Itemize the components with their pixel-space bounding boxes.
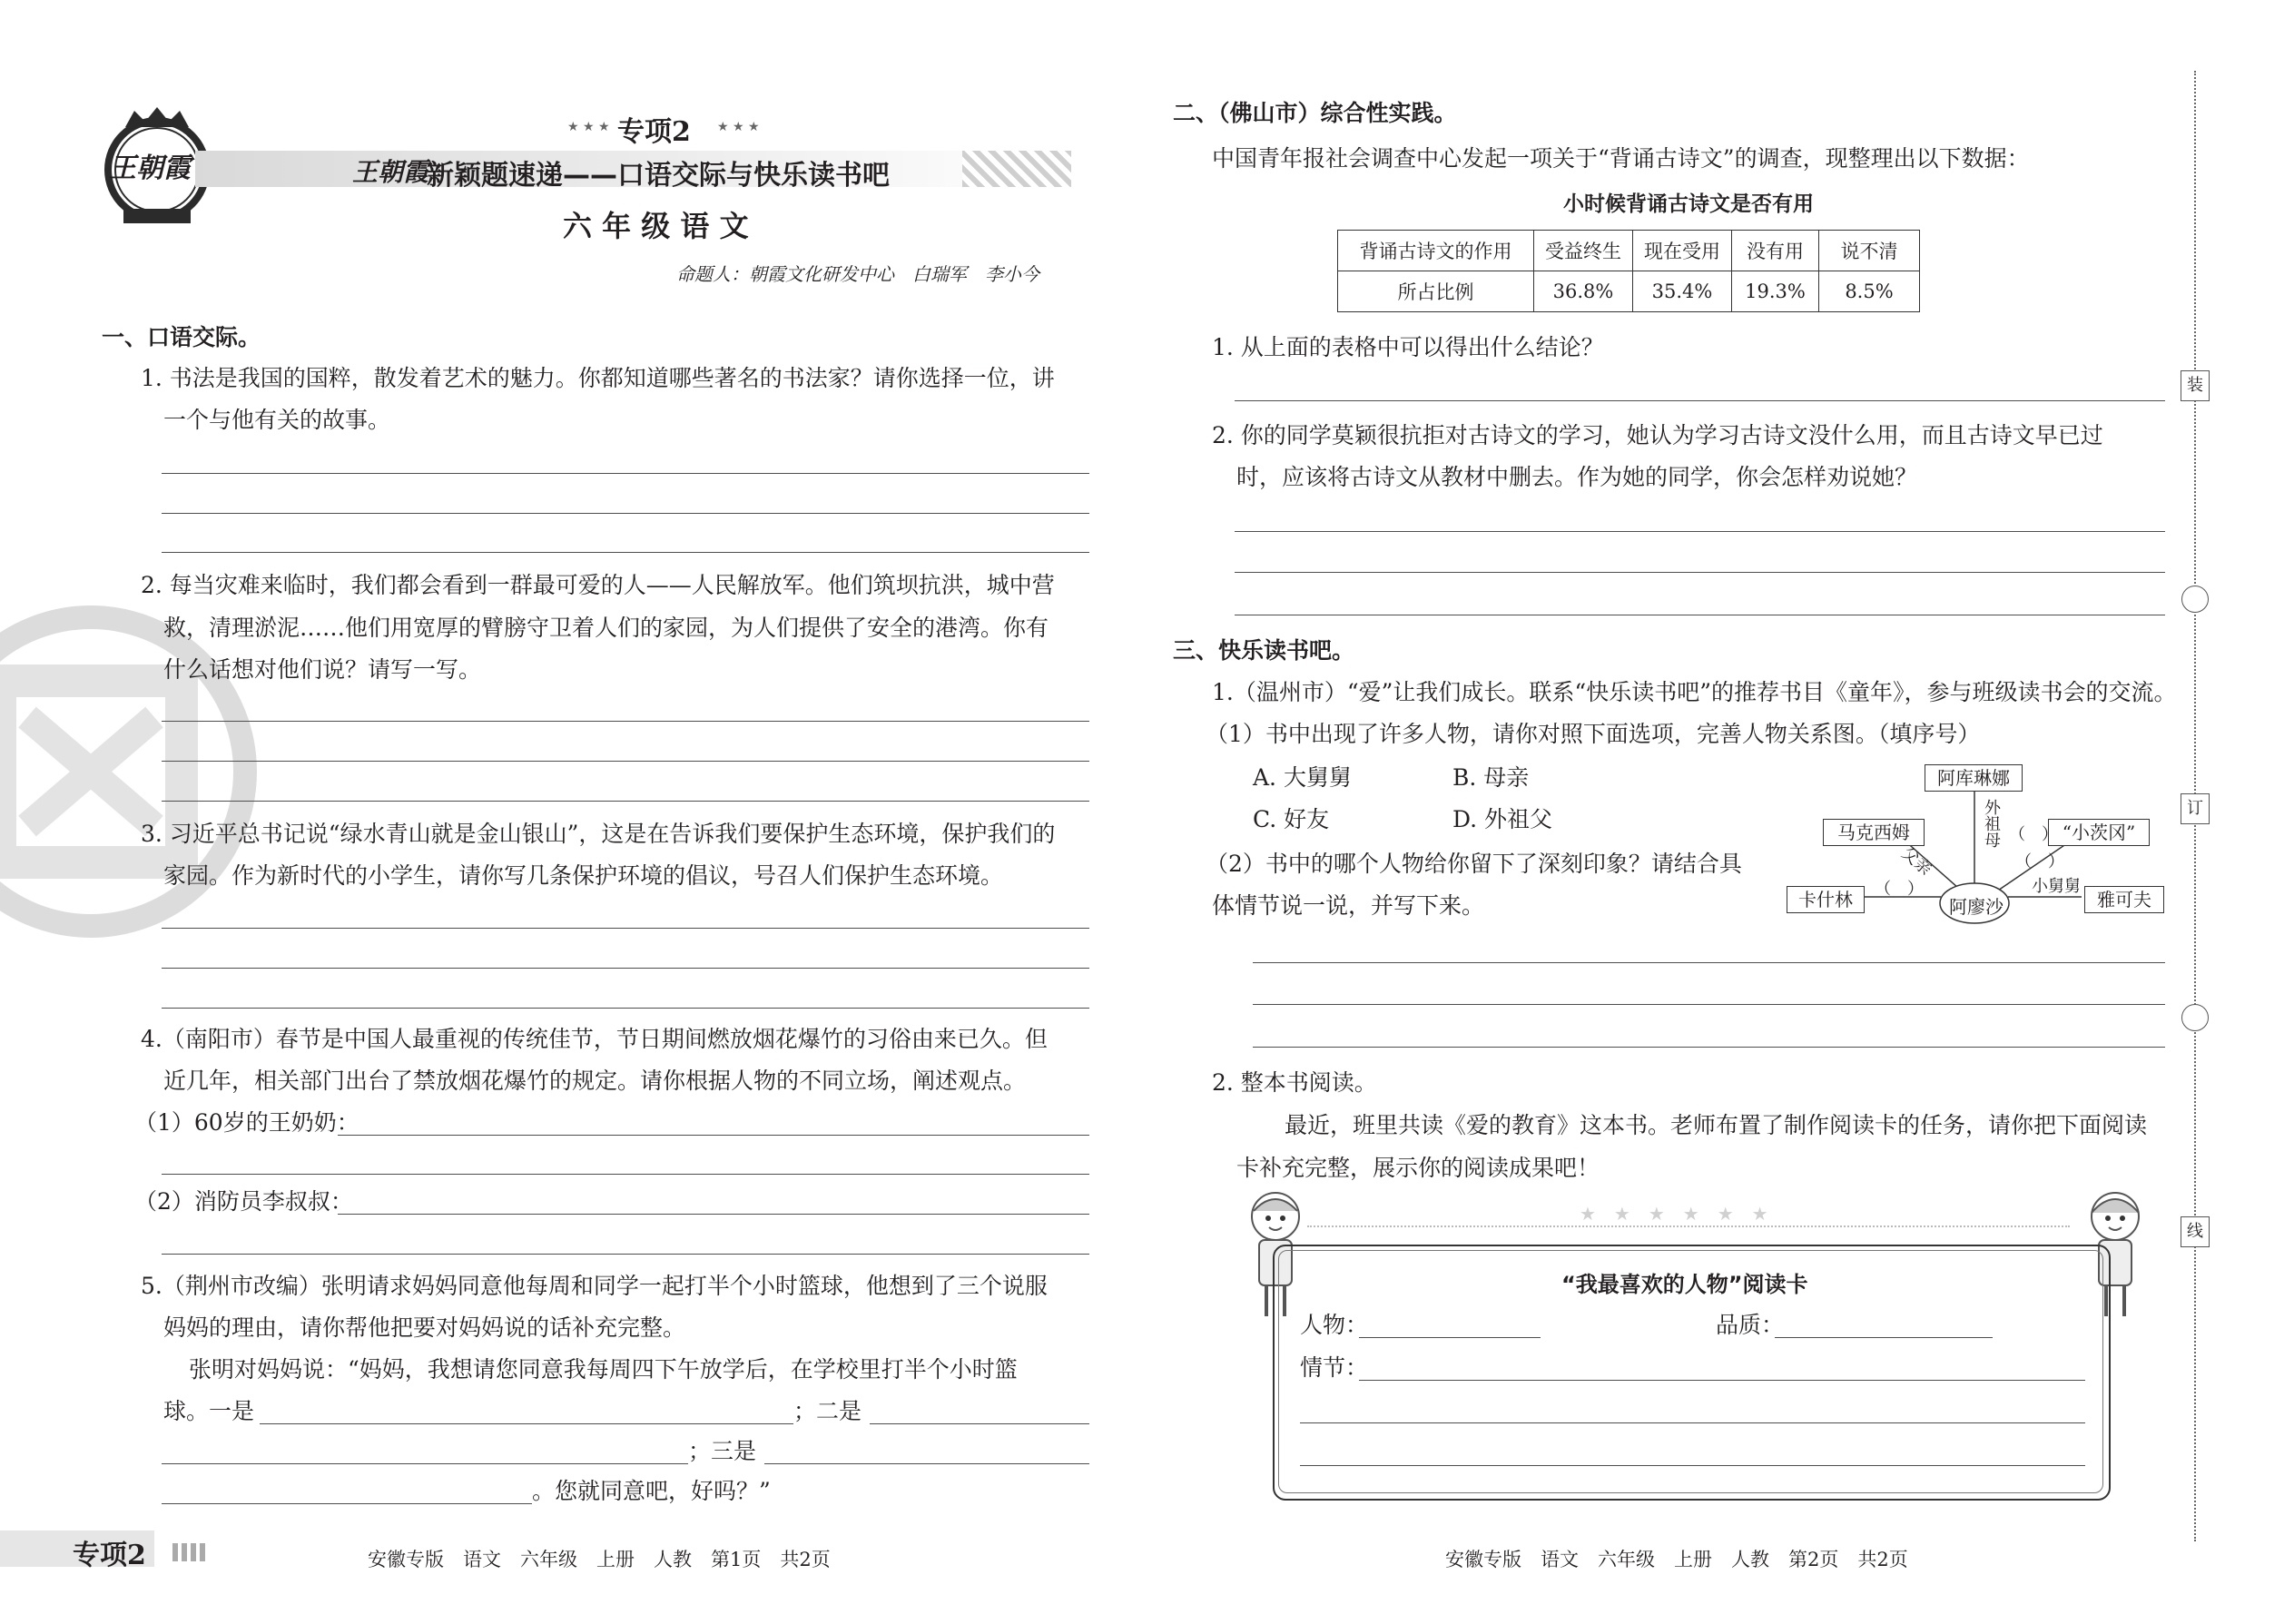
s3-q1-line1: 1.（温州市）“爱”让我们成长。联系“快乐读书吧”的推荐书目《童年》，参与班级读书会的交流。	[1212, 679, 2177, 705]
star-decoration: ★★★★★★	[1580, 1203, 1787, 1225]
s2-q2-answer-line-2[interactable]	[1235, 572, 2165, 573]
s2-q2-line2: 时，应该将古诗文从教材中删去。作为她的同学，你会怎样劝说她？	[1236, 464, 1918, 490]
card-title: “我最喜欢的人物”阅读卡	[1561, 1272, 1808, 1297]
card-banner-line	[1307, 1225, 2070, 1227]
blank-kashirin[interactable]: （ ）	[1875, 880, 1924, 899]
blank-center-top[interactable]: （ ）	[2009, 825, 2058, 844]
s3-q2-heading: 2. 整本书阅读。	[1212, 1069, 1377, 1096]
q4-sub2: （2）消防员李叔叔：	[134, 1188, 353, 1215]
q5-line4-b: ；二是	[793, 1398, 862, 1424]
q3-answer-line-2[interactable]	[162, 968, 1089, 969]
table-header-cell: 背诵古诗文的作用	[1338, 231, 1534, 271]
header-stars-left: ★ ★ ★	[567, 120, 610, 134]
footer-right-info: 安徽专版 语文 六年级 上册 人教 第2页 共2页	[1445, 1549, 1908, 1570]
header-section-label: 专项2	[617, 116, 691, 148]
q5-line2: 妈妈的理由，请你帮他把要对妈妈说的话补充完整。	[163, 1314, 686, 1341]
q1-line2: 一个与他有关的故事。	[163, 407, 391, 433]
table-header-cell: 现在受用	[1633, 231, 1732, 271]
q2-line2: 救，清理淤泥……他们用宽厚的臂膀守卫着人们的家园，为人们提供了安全的港湾。你有	[163, 615, 1049, 641]
section2-intro: 中国青年报社会调查中心发起一项关于“背诵古诗文”的调查，现整理出以下数据：	[1212, 145, 2030, 172]
logo-brand-text: 王朝霞	[109, 153, 191, 184]
binding-hole-2	[2181, 1004, 2209, 1031]
option-a: A. 大舅舅	[1253, 764, 1352, 791]
q5-line1: 5.（荆州市改编）张明请求妈妈同意他每周和同学一起打半个小时篮球，他想到了三个说服	[141, 1273, 1048, 1299]
s3-q2-line1: 最近，班里共读《爱的教育》这本书。老师布置了制作阅读卡的任务，请你把下面阅读	[1285, 1112, 2148, 1138]
banner-brand: 王朝霞	[352, 157, 429, 187]
card-quality-input[interactable]	[1775, 1337, 1993, 1338]
section3-heading: 三、快乐读书吧。	[1173, 637, 1355, 664]
s3-q1-answer-line-2[interactable]	[1253, 1004, 2165, 1005]
node-alyosha: 阿廖沙	[1949, 896, 2004, 918]
card-quality-label: 品质：	[1716, 1312, 1785, 1338]
footer-pattern	[172, 1543, 205, 1561]
s3-q1-answer-line-1[interactable]	[1253, 962, 2165, 963]
table-cell: 19.3%	[1732, 271, 1819, 312]
q4-sub1-answer-line-2[interactable]	[162, 1174, 1089, 1175]
node-kashirin: 卡什林	[1787, 886, 1865, 913]
card-plot-input-3[interactable]	[1300, 1465, 2085, 1466]
s3-q2-line2: 卡补充完整，展示你的阅读成果吧！	[1236, 1155, 1600, 1181]
table-cell: 8.5%	[1819, 271, 1920, 312]
q4-line1: 4.（南阳市）春节是中国人最重视的传统佳节，节日期间燃放烟花爆竹的习俗由来已久。但	[141, 1026, 1048, 1052]
q4-sub1-answer-line-1[interactable]	[338, 1135, 1089, 1136]
s3-q1-sub2-line1: （2）书中的哪个人物给你留下了深刻印象？请结合具	[1206, 851, 1742, 877]
node-akulina: 阿库琳娜	[1925, 764, 2023, 792]
q3-answer-line-1[interactable]	[162, 928, 1089, 929]
table-row	[1338, 271, 1920, 312]
table-title: 小时候背诵古诗文是否有用	[1563, 192, 1814, 216]
page-title: 新颖题速递——口语交际与快乐读书吧	[427, 160, 890, 192]
q1-line1: 1. 书法是我国的国粹，散发着艺术的魅力。你都知道哪些著名的书法家？请你选择一位，讲	[141, 365, 1055, 391]
q1-answer-line-2[interactable]	[162, 513, 1089, 514]
option-c: C. 好友	[1253, 806, 1330, 832]
q5-reason1-line[interactable]	[260, 1423, 793, 1424]
q2-line1: 2. 每当灾难来临时，我们都会看到一群最可爱的人——人民解放军。他们筑坝抗洪，城中营	[141, 572, 1055, 598]
survey-table	[1337, 230, 1920, 312]
table-cell: 所占比例	[1338, 271, 1534, 312]
s3-q1-sub2-line2: 体情节说一说，并写下来。	[1212, 892, 1485, 919]
table-header-row	[1338, 231, 1920, 271]
option-b: B. 母亲	[1452, 764, 1530, 791]
binding-hole-1	[2181, 586, 2209, 613]
q5-reason2-line-1[interactable]	[870, 1423, 1089, 1424]
footer-left-info: 安徽专版 语文 六年级 上册 人教 第1页 共2页	[368, 1549, 831, 1570]
node-gypsy: “小茨冈”	[2048, 819, 2150, 846]
q5-line5: ；三是	[688, 1438, 757, 1464]
title-banner-pattern	[962, 151, 1071, 187]
table-cell: 36.8%	[1534, 271, 1633, 312]
node-maksim: 马克西姆	[1823, 819, 1925, 846]
option-d: D. 外祖父	[1452, 806, 1553, 832]
label-father: 父亲	[1897, 843, 1935, 880]
table-header-cell: 没有用	[1732, 231, 1819, 271]
header-stars-right: ★ ★ ★	[717, 120, 760, 134]
q2-answer-line-1[interactable]	[162, 721, 1089, 722]
binding-mark-ding: 订	[2181, 793, 2210, 824]
s2-q2-answer-line-1[interactable]	[1235, 531, 2165, 532]
q2-answer-line-2[interactable]	[162, 761, 1089, 762]
card-plot-input-1[interactable]	[1359, 1380, 2085, 1381]
section1-heading: 一、口语交际。	[102, 324, 261, 350]
label-young-uncle: 小舅舅	[2032, 877, 2081, 896]
authors: 命题人：朝霞文化研发中心 白瑞军 李小今	[676, 263, 1039, 285]
q5-line4-a: 球。一是	[163, 1398, 255, 1424]
q5-line6: 。您就同意吧，好吗？”	[532, 1478, 771, 1504]
node-yakov: 雅可夫	[2084, 886, 2164, 913]
q4-sub2-answer-line-1[interactable]	[338, 1214, 1089, 1215]
q1-answer-line-3[interactable]	[162, 552, 1089, 553]
q1-answer-line-1[interactable]	[162, 473, 1089, 474]
page-subtitle: 六 年 级 语 文	[563, 209, 749, 243]
s2-q1-answer-line[interactable]	[1235, 400, 2165, 401]
section2-heading: 二、（佛山市）综合性实践。	[1173, 100, 1457, 126]
table-header-cell: 受益终生	[1534, 231, 1633, 271]
q5-reason3-line-1[interactable]	[764, 1463, 1089, 1464]
q5-reason3-line-2[interactable]	[162, 1503, 532, 1504]
card-plot-label: 情节：	[1300, 1354, 1369, 1381]
q4-sub2-answer-line-2[interactable]	[162, 1254, 1089, 1255]
q5-reason2-line-2[interactable]	[162, 1463, 688, 1464]
q4-line2: 近几年，相关部门出台了禁放烟花爆竹的规定。请你根据人物的不同立场，阐述观点。	[163, 1068, 1027, 1094]
s3-q1-answer-line-3[interactable]	[1253, 1047, 2165, 1048]
card-person-input[interactable]	[1359, 1337, 1541, 1338]
s2-q1: 1. 从上面的表格中可以得出什么结论？	[1212, 334, 1604, 360]
table-header-cell: 说不清	[1819, 231, 1920, 271]
q2-line3: 什么话想对他们说？请写一写。	[163, 656, 482, 683]
q3-answer-line-3[interactable]	[162, 1008, 1089, 1009]
blank-gypsy[interactable]: （ ）	[2015, 852, 2064, 871]
q2-answer-line-3[interactable]	[162, 801, 1089, 802]
q4-sub1: （1）60岁的王奶奶：	[134, 1109, 359, 1136]
s2-q2-line1: 2. 你的同学莫颖很抗拒对古诗文的学习，她认为学习古诗文没什么用，而且古诗文早已过	[1212, 422, 2103, 448]
q3-line2: 家园。作为新时代的小学生，请你写几条保护环境的倡议，号召人们保护生态环境。	[163, 862, 1004, 889]
card-person-label: 人物：	[1300, 1312, 1369, 1338]
label-grandmother: 外祖母	[1982, 799, 2001, 848]
q5-line3: 张明对妈妈说：“妈妈，我想请您同意我每周四下午放学后，在学校里打半个小时篮	[189, 1356, 1018, 1383]
q3-line1: 3. 习近平总书记说“绿水青山就是金山银山”，这是在告诉我们要保护生态环境，保护我们的	[141, 821, 1056, 847]
s3-q1-sub1: （1）书中出现了许多人物，请你对照下面选项，完善人物关系图。（填序号）	[1206, 721, 1981, 747]
binding-mark-xian: 线	[2181, 1216, 2210, 1247]
card-plot-input-2[interactable]	[1300, 1422, 2085, 1423]
binding-mark-zhuang: 装	[2181, 370, 2210, 401]
table-cell: 35.4%	[1633, 271, 1732, 312]
footer-section-label: 专项2	[73, 1540, 146, 1571]
